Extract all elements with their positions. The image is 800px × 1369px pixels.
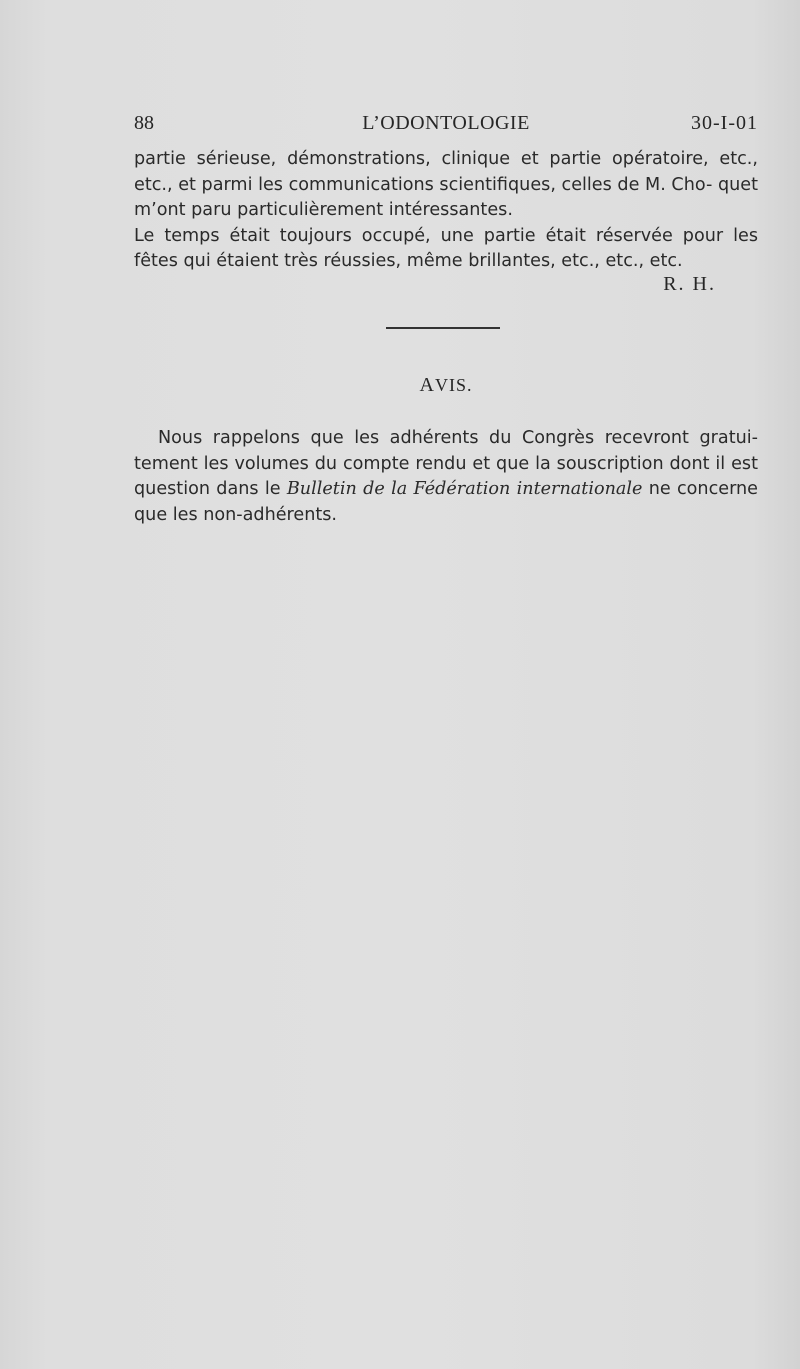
notice-body — [134, 426, 758, 528]
notice-heading-rest: VIS. — [434, 375, 473, 395]
text-line: partie sérieuse, démonstrations, clinique et partie opératoire, etc., — [134, 149, 758, 169]
paragraph-1 — [134, 147, 758, 224]
text-line: Le temps était toujours occupé, une partie était réservée pour les — [134, 225, 758, 246]
notice-text-end: ne concerne que les non-adhérents. — [134, 479, 758, 525]
paragraph-2 — [134, 224, 758, 275]
running-title: L’ODONTOLOGIE — [362, 112, 530, 134]
notice-text-start: Nous rappelons que les adhérents du Congrès recevront gratuitement les volumes du compte rendu et que la souscription dont il est question dans le — [134, 428, 758, 499]
notice-paragraph — [134, 426, 758, 528]
notice-heading — [134, 374, 758, 397]
signature: R. H. — [663, 273, 716, 295]
issue-date: 30-I-01 — [691, 112, 758, 134]
text-line: quet m’ont paru particulièrement intéressantes. — [134, 174, 758, 220]
section-divider — [386, 327, 500, 329]
page-number: 88 — [134, 112, 154, 134]
text-line: etc., et parmi les communications scientifiques, celles de M. Cho- — [134, 174, 713, 195]
text-line: fêtes qui étaient très réussies, même brillantes, etc., etc., etc. — [134, 251, 683, 271]
notice-heading-initial: A — [419, 374, 435, 396]
bulletin-title: Bulletin de la Fédération internationale — [286, 479, 643, 499]
page-header — [134, 112, 758, 142]
body-paragraphs — [134, 147, 758, 275]
